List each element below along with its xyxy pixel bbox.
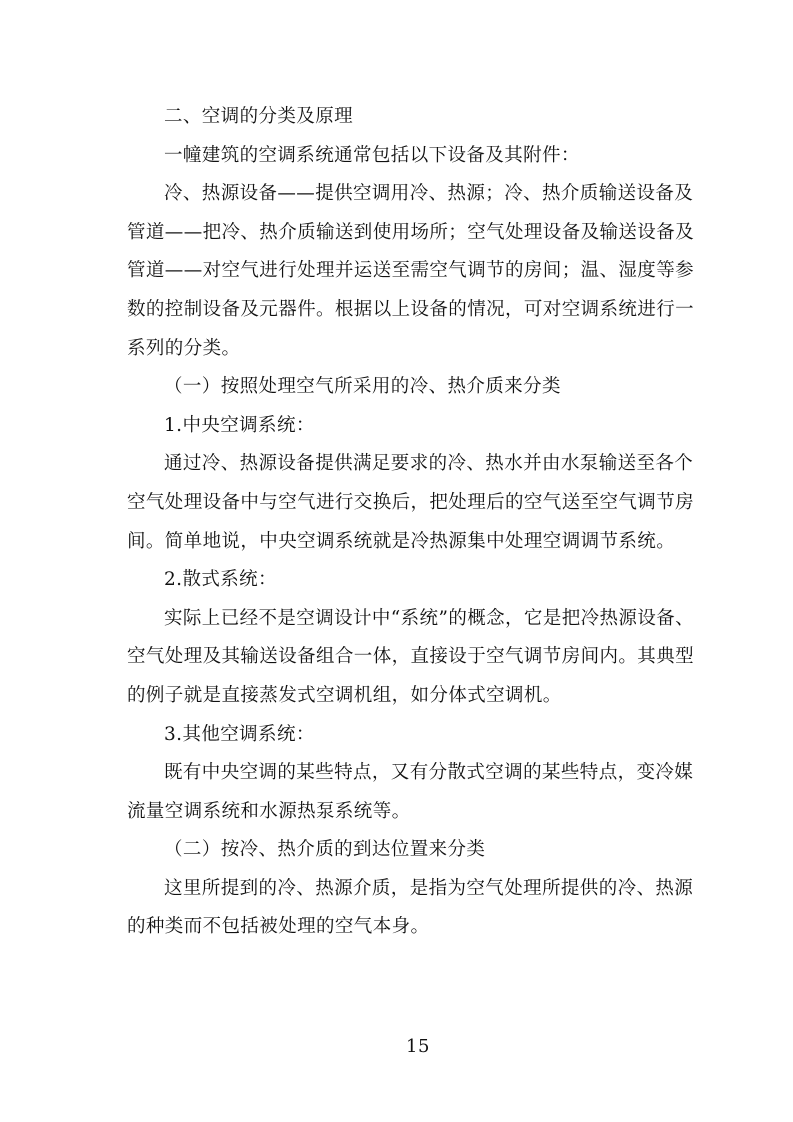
paragraph-line: 这里所提到的冷、热源介质，是指为空气处理所提供的冷、热源 [164, 877, 694, 899]
paragraph-line: 实际上已经不是空调设计中“系统”的概念，它是把冷热源设备、 [164, 607, 695, 629]
item-3-title: 3.其他空调系统： [164, 723, 315, 745]
paragraph-line: 间。简单地说，中央空调系统就是冷热源集中处理空调调节系统。 [127, 530, 676, 552]
paragraph-line: 既有中央空调的某些特点，又有分散式空调的某些特点，变冷媒 [164, 762, 694, 784]
item-2-title: 2.散式系统： [164, 569, 277, 591]
paragraph-line: 的例子就是直接蒸发式空调机组，如分体式空调机。 [127, 684, 562, 706]
section-heading: 二、空调的分类及原理 [164, 106, 354, 127]
subsection-heading-1: （一）按照处理空气所采用的冷、热介质来分类 [164, 376, 561, 398]
paragraph-line: 管道——把冷、热介质输送到使用场所；空气处理设备及输送设备及 [127, 221, 695, 243]
paragraph-line: 空气处理及其输送设备组合一体，直接设于空气调节房间内。其典型 [127, 646, 695, 668]
equipment-paragraph [127, 175, 695, 368]
paragraph-line: 系列的分类。 [127, 337, 241, 359]
item-2-paragraph [127, 600, 695, 716]
paragraph-line: 的种类而不包括被处理的空气本身。 [127, 916, 430, 938]
paragraph-line: 数的控制设备及元器件。根据以上设备的情况，可对空调系统进行一 [127, 298, 695, 320]
intro-paragraph: 一幢建筑的空调系统通常包括以下设备及其附件： [164, 144, 580, 166]
page-number: 15 [406, 1036, 430, 1057]
paragraph-line: 通过冷、热源设备提供满足要求的冷、热水并由水泵输送至各个 [164, 453, 694, 475]
paragraph-line: 冷、热源设备——提供空调用冷、热源；冷、热介质输送设备及 [164, 183, 694, 205]
item-1-paragraph [127, 445, 695, 561]
item-3-paragraph [127, 754, 694, 831]
paragraph-line: 流量空调系统和水源热泵系统等。 [127, 800, 411, 822]
subsection-heading-2: （二）按冷、热介质的到达位置来分类 [164, 839, 486, 861]
paragraph-line: 管道——对空气进行处理并运送至需空气调节的房间；温、湿度等参 [127, 260, 695, 282]
item-1-title: 1.中央空调系统： [164, 414, 315, 436]
document-body [127, 98, 695, 947]
closing-paragraph [127, 870, 694, 947]
paragraph-line: 空气处理设备中与空气进行交换后，把处理后的空气送至空气调节房 [127, 491, 695, 513]
